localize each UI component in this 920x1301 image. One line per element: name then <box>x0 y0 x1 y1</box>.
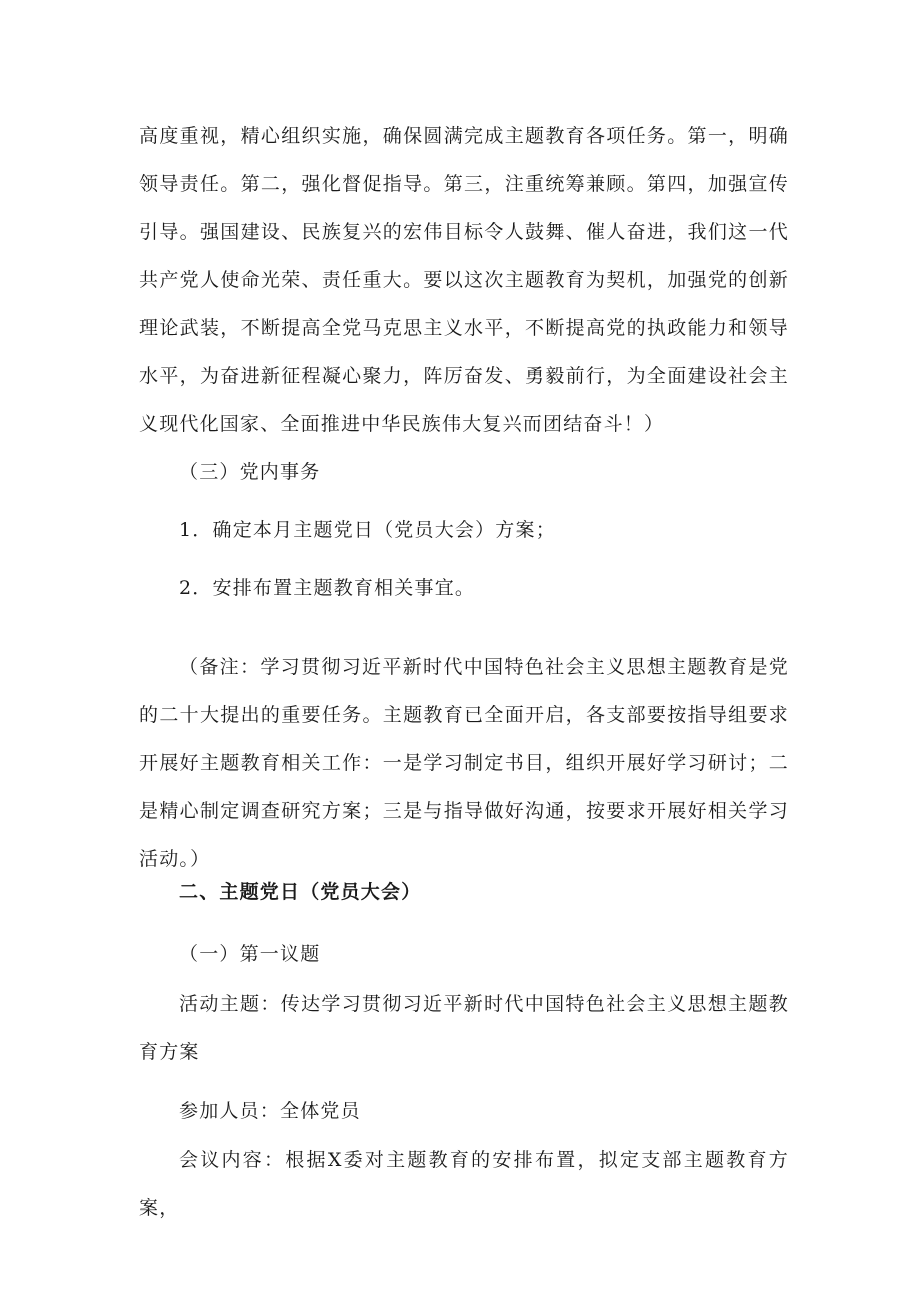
note-paragraph: （备注：学习贯彻习近平新时代中国特色社会主义思想主题教育是党的二十大提出的重要任务。主题教育已全面开启，各支部要按指导组要求开展好主题教育相关工作：一是学习制定书目，组织开展好学习研讨；二是精心制定调查研究方案；三是与指导做好沟通，按要求开展好相关学习活动。） <box>139 656 789 870</box>
section-three-heading: （三）党内事务 <box>179 461 321 483</box>
participants: 参加人员：全体党员 <box>179 1100 361 1122</box>
meeting-content: 会议内容：根据X委对主题教育的安排布置，拟定支部主题教育方案， <box>139 1149 789 1219</box>
topic-one-heading: （一）第一议题 <box>179 943 321 965</box>
list-item-2: 2．安排布置主题教育相关事宜。 <box>179 577 476 599</box>
paragraph-main-text: 高度重视，精心组织实施，确保圆满完成主题教育各项任务。第一，明确领导责任。第二，强化督促指导。第三，注重统筹兼顾。第四，加强宣传引导。强国建设、民族复兴的宏伟目标令人鼓舞、催人奋进，我们这一代共产党人使命光荣、责任重大。要以这次主题教育为契机，加强党的创新理论武装，不断提高全党马克思主义水平，不断提高党的执政能力和领导水平，为奋进新征程凝心聚力，阵厉奋发、勇毅前行，为全面建设社会主义现代化国家、全面推进中华民族伟大复兴而团结奋斗！） <box>139 125 789 435</box>
list-item-1: 1．确定本月主题党日（党员大会）方案； <box>179 519 556 541</box>
activity-theme: 活动主题：传达学习贯彻习近平新时代中国特色社会主义思想主题教育方案 <box>139 993 789 1063</box>
section-two-heading: 二、主题党日（党员大会） <box>179 881 422 903</box>
